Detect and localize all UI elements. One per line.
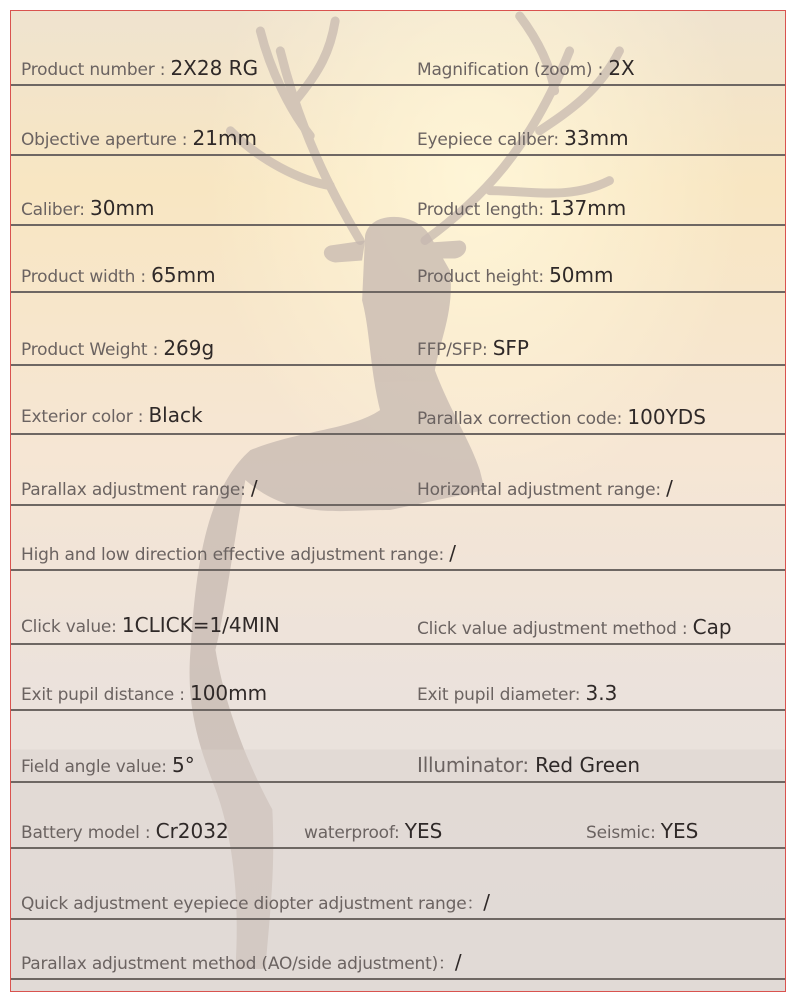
spec-quick-adjustment: [21, 889, 490, 914]
spec-value: 137mm: [549, 196, 627, 220]
spec-value: /: [454, 950, 462, 974]
spec-exterior-color: [21, 403, 203, 427]
spec-value: /: [483, 890, 491, 914]
spec-separator: :: [650, 823, 661, 843]
spec-label: Product Weight: [21, 340, 148, 360]
spec-click-value: [21, 613, 280, 637]
spec-label: waterproof: [304, 823, 395, 843]
spec-high-low-range: [21, 541, 456, 565]
spec-value: 2X28 RG: [170, 56, 259, 80]
spec-objective-aperture: [21, 126, 257, 150]
spec-sheet: [10, 10, 786, 992]
spec-separator: :: [147, 340, 164, 360]
spec-label: Exit pupil diameter: [417, 685, 575, 705]
spec-value: /: [250, 476, 258, 500]
spec-value: 100YDS: [627, 405, 706, 429]
spec-row-10: [11, 645, 785, 711]
spec-row-1: [11, 11, 785, 86]
spec-value: SFP: [492, 336, 529, 360]
spec-separator: :: [655, 480, 667, 500]
spec-separator: :: [522, 753, 536, 777]
spec-separator: :: [240, 480, 251, 500]
spec-label: Seismic: [586, 823, 651, 843]
spec-label: Objective aperture: [21, 130, 177, 150]
spec-horizontal-adjustment-range: [417, 476, 673, 500]
spec-label: Click value: [21, 617, 112, 637]
spec-separator: :: [394, 823, 405, 843]
spec-label: Parallax adjustment range: [21, 480, 241, 500]
spec-separator: :: [438, 545, 450, 565]
spec-label: Exterior color: [21, 407, 133, 427]
spec-parallax-method: [21, 949, 462, 974]
spec-label: Battery model: [21, 823, 140, 843]
spec-separator: :: [176, 130, 193, 150]
spec-separator: :: [538, 267, 550, 287]
spec-label: Product length: [417, 200, 539, 220]
spec-separator: :: [111, 617, 122, 637]
spec-value: /: [666, 476, 673, 500]
spec-separator: :: [553, 130, 565, 150]
spec-label: Caliber: [21, 200, 80, 220]
spec-row-6: [11, 366, 785, 435]
spec-value: 3.3: [585, 681, 618, 705]
spec-eyepiece-caliber: [417, 126, 629, 150]
spec-label: Magnification (zoom): [417, 60, 593, 80]
spec-label: Horizontal adjustment range: [417, 480, 656, 500]
spec-separator: :: [481, 340, 493, 360]
spec-separator: ：: [466, 894, 484, 914]
spec-label: Exit pupil distance: [21, 685, 175, 705]
spec-value: /: [449, 541, 456, 565]
spec-product-length: [417, 196, 626, 220]
spec-row-9: [11, 571, 785, 645]
spec-seismic: [586, 819, 698, 843]
spec-label: Product height: [417, 267, 539, 287]
spec-value: 100mm: [189, 681, 268, 705]
spec-value: 269g: [163, 336, 215, 360]
spec-illuminator: [417, 753, 640, 777]
spec-separator: :: [139, 823, 156, 843]
spec-waterproof: [304, 819, 442, 843]
spec-row-8: [11, 506, 785, 571]
spec-value: 65mm: [151, 263, 216, 287]
spec-field-angle-value: [21, 753, 195, 777]
spec-parallax-adjustment-range: [21, 476, 258, 500]
spec-label: Parallax correction code: [417, 409, 617, 429]
spec-value: YES: [660, 819, 699, 843]
spec-separator: ：: [438, 954, 455, 974]
spec-product-height: [417, 263, 614, 287]
spec-magnification: [417, 56, 635, 80]
spec-exit-pupil-diameter: [417, 681, 617, 705]
spec-product-weight: [21, 336, 214, 360]
spec-value: Cap: [692, 615, 732, 639]
spec-battery-model: [21, 819, 229, 843]
spec-value: 21mm: [192, 126, 257, 150]
spec-value: 1CLICK=1/4MIN: [121, 613, 280, 637]
spec-label: Product width: [21, 267, 136, 287]
spec-label: Parallax adjustment method (AO/side adjustment): [21, 954, 439, 974]
spec-separator: :: [161, 757, 172, 777]
spec-label: Click value adjustment method: [417, 619, 677, 639]
spec-separator: :: [79, 200, 91, 220]
spec-separator: :: [616, 409, 628, 429]
spec-separator: :: [574, 685, 586, 705]
spec-label: Quick adjustment eyepiece diopter adjustment range: [21, 894, 467, 914]
spec-ffp-sfp: [417, 336, 529, 360]
spec-label: Field angle value: [21, 757, 162, 777]
spec-value: Red Green: [535, 753, 641, 777]
spec-row-14: [11, 920, 785, 980]
spec-row-5: [11, 293, 785, 366]
spec-value: YES: [404, 819, 443, 843]
spec-row-11: [11, 711, 785, 783]
spec-row-13: [11, 849, 785, 920]
spec-row-12: [11, 783, 785, 849]
spec-separator: :: [538, 200, 550, 220]
spec-separator: :: [132, 407, 149, 427]
spec-value: 2X: [608, 56, 635, 80]
spec-value: Cr2032: [155, 819, 229, 843]
spec-product-number: [21, 56, 258, 80]
spec-parallax-correction-code: [417, 405, 706, 429]
spec-row-7: [11, 435, 785, 506]
spec-separator: :: [135, 267, 152, 287]
spec-label: FFP/SFP: [417, 340, 482, 360]
spec-label: Product number: [21, 60, 155, 80]
spec-caliber: [21, 196, 154, 220]
spec-value: 30mm: [90, 196, 155, 220]
spec-product-width: [21, 263, 216, 287]
spec-exit-pupil-distance: [21, 681, 267, 705]
spec-row-4: [11, 226, 785, 293]
spec-value: 33mm: [564, 126, 629, 150]
spec-label: Illuminator: [417, 753, 523, 777]
spec-label: High and low direction effective adjustment range: [21, 545, 439, 565]
spec-separator: :: [154, 60, 171, 80]
spec-separator: :: [592, 60, 609, 80]
spec-row-3: [11, 156, 785, 226]
spec-row-2: [11, 86, 785, 156]
spec-value: Black: [148, 403, 203, 427]
spec-label: Eyepiece caliber: [417, 130, 554, 150]
spec-rows: [11, 11, 785, 991]
spec-separator: :: [174, 685, 190, 705]
spec-click-value-method: [417, 615, 732, 639]
spec-value: 5°: [171, 753, 195, 777]
spec-value: 50mm: [549, 263, 614, 287]
spec-separator: :: [676, 619, 693, 639]
